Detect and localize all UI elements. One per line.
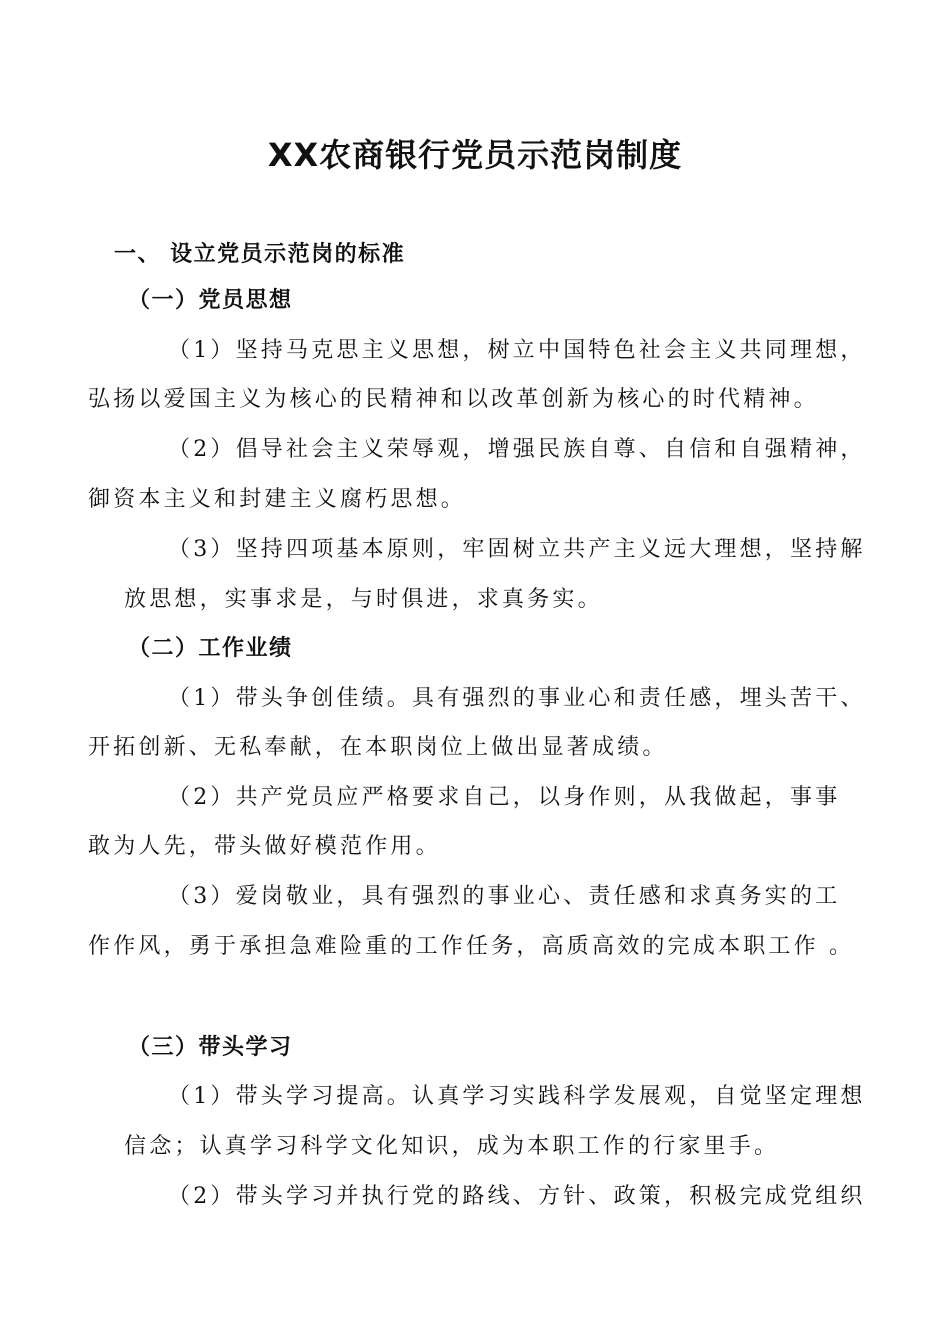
paragraph-line: 御资本主义和封建主义腐朽思想。 — [88, 487, 467, 512]
paragraph-line: （2）带头学习并执行党的路线、方针、政策，积极完成党组织 — [168, 1184, 866, 1209]
subsection-1-heading: （一）党员思想 — [128, 288, 293, 313]
paragraph-line: 信念；认真学习科学文化知识，成为本职工作的行家里手。 — [124, 1134, 780, 1159]
paragraph-line: （3）爱岗敬业，具有强烈的事业心、责任感和求真务实的工 — [168, 884, 841, 909]
subsection-3-heading: （三）带头学习 — [128, 1035, 293, 1060]
paragraph-line: 弘扬以爱国主义为核心的民精神和以改革创新为核心的时代精神。 — [88, 387, 819, 412]
paragraph-line: 开拓创新、无私奉献，在本职岗位上做出显著成绩。 — [88, 735, 668, 760]
paragraph-line: （1）带头争创佳绩。具有强烈的事业心和责任感，埋头苦干、 — [168, 686, 866, 711]
paragraph-line: 放思想，实事求是，与时俱进，求真务实。 — [124, 587, 603, 612]
paragraph-line: 作作风，勇于承担急难险重的工作任务，高质高效的完成本职工作 。 — [88, 934, 855, 959]
paragraph-line: （1）坚持马克思主义思想，树立中国特色社会主义共同理想， — [168, 338, 866, 363]
section-1-heading: 一、 设立党员示范岗的标准 — [114, 242, 406, 267]
paragraph-line: （2）共产党员应严格要求自己，以身作则，从我做起，事事 — [168, 785, 841, 810]
subsection-2-heading: （二）工作业绩 — [128, 636, 293, 661]
paragraph-line: 敢为人先，带头做好模范作用。 — [88, 834, 441, 859]
document-title: XX农商银行党员示范岗制度 — [267, 136, 683, 174]
paragraph-line: （2）倡导社会主义荣辱观，增强民族自尊、自信和自强精神， — [168, 437, 866, 462]
paragraph-line: （1）带头学习提高。认真学习实践科学发展观，自觉坚定理想 — [168, 1084, 866, 1109]
paragraph-line: （3）坚持四项基本原则，牢固树立共产主义远大理想，坚持解 — [168, 537, 866, 562]
